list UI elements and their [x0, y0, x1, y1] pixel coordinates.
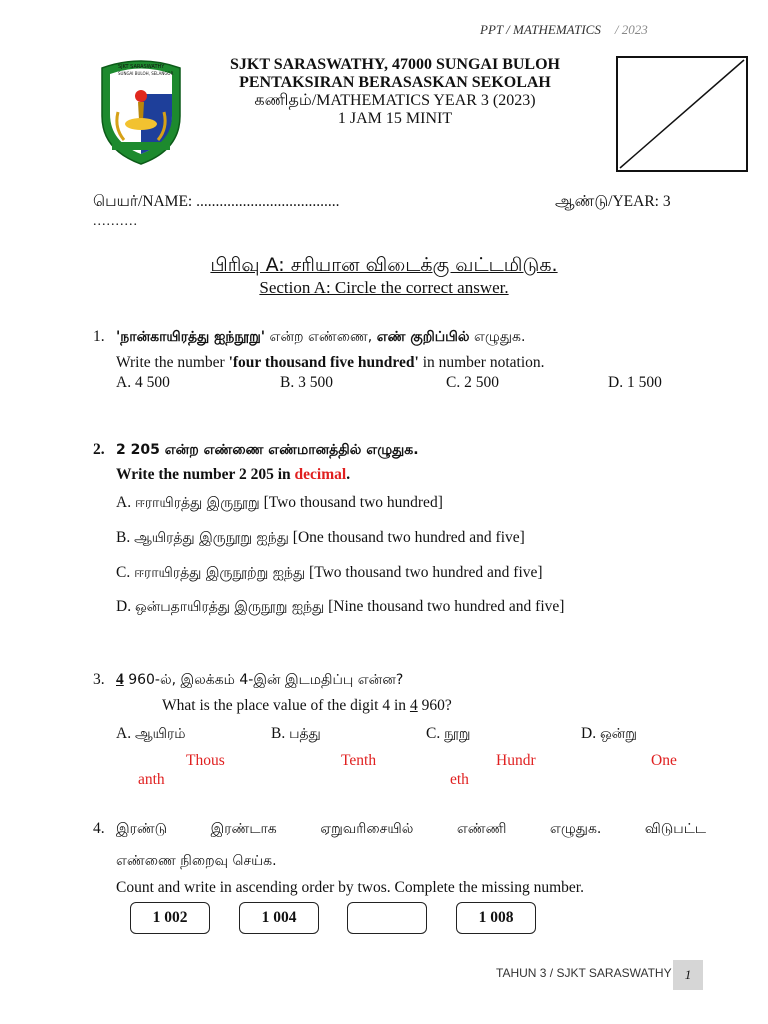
- q3-option-a-tamil: ஆயிரம்: [134, 726, 186, 742]
- header-subject: PPT / MATHEMATICS: [480, 22, 601, 37]
- q2-tamil: 2 205 என்ற எண்ணை எண்மானத்தில் எழுதுக.: [116, 442, 419, 458]
- q3-en-b: 960?: [417, 697, 452, 714]
- q3-option-c-en-part1: Hundr: [496, 752, 536, 769]
- q1-en-a: Write the number: [116, 354, 229, 371]
- q2-option-a-en: [Two thousand two hundred]: [263, 494, 443, 511]
- section-title-english: Section A: Circle the correct answer.: [259, 278, 509, 297]
- q1-tamil-phrase: 'நான்காயிரத்து ஐந்நூறு': [116, 329, 266, 345]
- q1-tamil-notation: எண் குறிப்பில்: [376, 329, 470, 345]
- q3-option-c-en-part2: eth: [450, 771, 469, 788]
- q2-option-c-letter: C.: [116, 564, 131, 581]
- q1-en-c: in number notation.: [418, 354, 545, 371]
- q2-number: 2.: [93, 441, 105, 458]
- sequence-box-2: 1 004: [239, 902, 319, 934]
- name-field[interactable]: பெயர்/NAME: .....................................: [93, 193, 340, 210]
- q2-option-d-en: [Nine thousand two hundred and five]: [328, 598, 565, 615]
- q2-option-a-tamil: ஈராயிரத்து இருநூறு: [134, 495, 260, 511]
- q2-option-c-en: [Two thousand two hundred and five]: [309, 564, 543, 581]
- q3-tamil-rest: 960-ல், இலக்கம் 4-இன் இடமதிப்பு என்ன?: [123, 672, 404, 688]
- q4-english: Count and write in ascending order by twos. Complete the missing number.: [116, 879, 584, 896]
- q2-option-b-tamil: ஆயிரத்து இருநூறு ஐந்து: [134, 530, 289, 546]
- school-name: SJKT SARASWATHY, 47000 SUNGAI BULOH: [229, 56, 560, 73]
- q2-option-a-letter: A.: [116, 494, 132, 511]
- q3-english: [162, 697, 452, 715]
- school-header: [195, 56, 595, 128]
- q2-option-a[interactable]: [116, 494, 443, 513]
- sequence-box-4: 1 008: [456, 902, 536, 934]
- q1-english: [116, 354, 545, 372]
- score-box[interactable]: [616, 56, 748, 172]
- q1-tamil: [116, 328, 525, 347]
- q3-en-digit: 4: [409, 697, 418, 714]
- q2-english: [116, 466, 350, 484]
- q3-option-b-en: Tenth: [341, 752, 377, 769]
- q2-en-decimal: decimal: [294, 466, 347, 483]
- q2-en-c: .: [346, 466, 351, 483]
- page-footer: TAHUN 3 / SJKT SARASWATHY: [496, 966, 672, 980]
- q3-tamil-digit: 4: [116, 671, 124, 688]
- page-header: [480, 22, 648, 38]
- q3-option-b-letter: B.: [271, 725, 286, 742]
- q3-option-a-letter: A.: [116, 725, 132, 742]
- subject-year: கணிதம்/MATHEMATICS YEAR 3 (2023): [254, 92, 536, 109]
- assessment-name: PENTAKSIRAN BERASASKAN SEKOLAH: [239, 74, 551, 91]
- page-number: 1: [673, 960, 703, 990]
- q1-en-phrase: 'four thousand five hundred': [228, 354, 419, 371]
- year-field: ஆண்டு/YEAR: 3: [555, 193, 671, 210]
- q3-option-a-en-part2: anth: [138, 771, 165, 788]
- q1-option-c[interactable]: C. 2 500: [446, 374, 499, 391]
- q3-option-c[interactable]: [426, 725, 471, 744]
- q4-tamil-line2: எண்ணை நிறைவு செய்க.: [116, 853, 277, 869]
- school-logo: [96, 54, 186, 168]
- duration: 1 JAM 15 MINIT: [337, 110, 453, 127]
- name-field-continuation: ..........: [93, 214, 138, 229]
- q3-option-b[interactable]: [271, 725, 321, 744]
- section-title-tamil: பிரிவு A: சரியான விடைக்கு வட்டமிடுக.: [210, 254, 558, 276]
- q3-option-b-tamil: பத்து: [289, 726, 321, 742]
- q2-option-c-tamil: ஈராயிரத்து இருநூற்று ஐந்து: [134, 565, 306, 581]
- q1-number: 1.: [93, 328, 105, 345]
- q1-option-b[interactable]: B. 3 500: [280, 374, 333, 391]
- q1-option-a[interactable]: A. 4 500: [116, 374, 170, 391]
- q3-option-a-en-part1: Thous: [186, 752, 225, 769]
- logo-top-text: SJKT SARASWATHY: [118, 64, 165, 70]
- q3-en-a: What is the place value of the digit 4 in: [162, 697, 410, 714]
- header-year: / 2023: [614, 22, 648, 37]
- q2-option-b-letter: B.: [116, 529, 131, 546]
- q3-option-d[interactable]: [581, 725, 637, 744]
- q2-option-b-en: [One thousand two hundred and five]: [292, 529, 525, 546]
- sequence-box-1: 1 002: [130, 902, 210, 934]
- q3-option-d-tamil: ஒன்று: [599, 726, 637, 742]
- q4-number: 4.: [93, 820, 105, 837]
- q1-option-d[interactable]: D. 1 500: [608, 374, 662, 391]
- sequence-box-answer[interactable]: [347, 902, 427, 934]
- q3-number: 3.: [93, 671, 105, 688]
- q2-option-c[interactable]: [116, 564, 543, 583]
- q3-option-c-letter: C.: [426, 725, 441, 742]
- q2-option-b[interactable]: [116, 529, 525, 548]
- q3-option-d-letter: D.: [581, 725, 597, 742]
- q2-option-d-tamil: ஒன்பதாயிரத்து இருநூறு ஐந்து: [134, 599, 325, 615]
- q1-tamil-end: எழுதுக.: [469, 329, 526, 345]
- q3-option-c-tamil: நூறு: [444, 726, 471, 742]
- q1-tamil-mid: என்ற எண்ணை,: [265, 329, 377, 345]
- q3-option-d-en: One: [651, 752, 677, 769]
- q2-option-d[interactable]: [116, 598, 564, 617]
- logo-sub-text: SUNGAI BULOH, SELANGOR: [118, 71, 174, 76]
- q3-option-a[interactable]: [116, 725, 186, 744]
- q4-tamil-line1: இரண்டு இரண்டாக ஏறுவரிசையில் எண்ணி எழுதுக. விடுபட்ட: [116, 821, 706, 837]
- q2-option-d-letter: D.: [116, 598, 132, 615]
- q2-en-a: Write the number 2 205 in: [116, 466, 295, 483]
- q3-tamil: [116, 671, 403, 690]
